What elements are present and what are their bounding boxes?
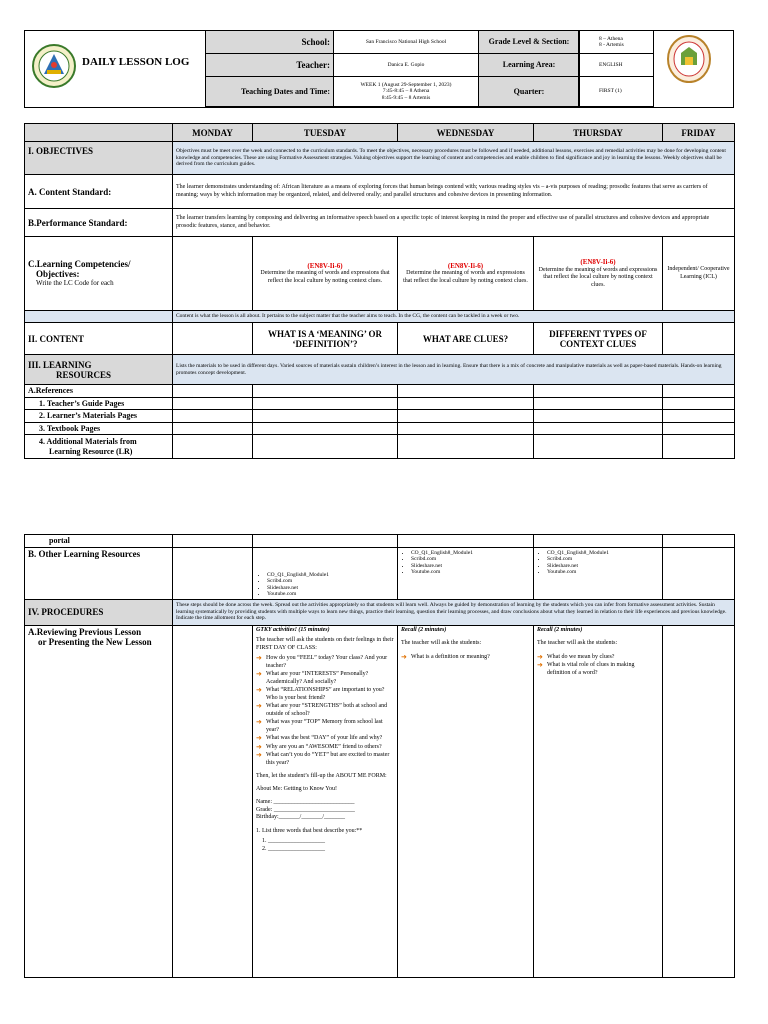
arrow-bullet-icon: ➜	[256, 718, 262, 726]
cell	[663, 410, 735, 423]
grade-value	[579, 31, 654, 54]
tg-pages-label: 1. Teacher’s Guide Pages	[25, 397, 173, 410]
dates-label: Teaching Dates and Time:	[206, 77, 334, 107]
question-list	[537, 654, 659, 678]
competencies-label: C.Learning Competencies/	[28, 259, 131, 270]
review-wednesday	[398, 625, 534, 977]
cell	[253, 410, 398, 423]
competencies-wednesday	[398, 237, 534, 311]
competencies-sub: Write the LC Code for each	[36, 279, 114, 288]
competencies-label-cell	[25, 237, 173, 311]
content-friday	[663, 323, 735, 355]
activity-intro: The teacher will ask the students:	[401, 640, 482, 646]
lm-pages-label: 2. Learner’s Materials Pages	[25, 410, 173, 423]
activity-intro: The teacher will ask the students on their feelings in their FIRST DAY OF CLASS:	[256, 637, 394, 651]
cell	[253, 397, 398, 410]
resource-item: • Youtube.com	[547, 569, 659, 576]
resource-item: • Slideshare.net	[547, 563, 659, 570]
teacher-value: Danica E. Gopio	[334, 54, 479, 77]
grade-line: 8 – Athena	[599, 35, 623, 42]
arrow-bullet-icon: ➜	[537, 661, 543, 669]
review-lesson-line-2: or Presenting the New Lesson	[38, 636, 152, 647]
content-standard-label: A. Content Standard:	[25, 175, 173, 209]
question-list	[401, 654, 530, 662]
school-label: School:	[206, 31, 334, 54]
question-text: What can’t you do “YET” but are excited to master this year?	[266, 752, 390, 766]
review-friday	[663, 625, 735, 977]
question-text: What was your “TOP” Memory from school last year?	[266, 719, 383, 733]
arrow-bullet-icon: ➜	[256, 734, 262, 742]
content-thursday: DIFFERENT TYPES OF CONTEXT CLUES	[534, 323, 663, 355]
arrow-bullet-icon: ➜	[537, 652, 543, 661]
arrow-bullet-icon: ➜	[401, 652, 407, 661]
school-seal-logo	[667, 35, 711, 83]
question-text: What “RELATIONSHIPS” are important to you? Who is your best friend?	[266, 687, 385, 701]
other-resources-tuesday	[253, 547, 398, 599]
question-text: What was the best “DAY” of your life and why?	[266, 735, 383, 741]
quarter-label: Quarter:	[479, 77, 580, 107]
day-thursday: THURSDAY	[534, 124, 663, 142]
other-resources-thursday	[534, 547, 663, 599]
competency-text: Determine the meaning of words and expressions that reflect the local culture by noting context clues.	[260, 270, 390, 284]
cell	[663, 397, 735, 410]
additional-materials-label	[25, 435, 173, 459]
day-monday: MONDAY	[173, 124, 253, 142]
cell	[173, 547, 253, 599]
review-thursday	[534, 625, 663, 977]
activity-heading: Recall (2 minutes)	[537, 626, 583, 633]
day-tuesday: TUESDAY	[253, 124, 398, 142]
question-item	[401, 654, 530, 662]
dates-value	[334, 77, 479, 107]
review-monday	[173, 625, 253, 977]
cell	[253, 535, 398, 548]
cell	[534, 435, 663, 459]
competencies-thursday	[534, 237, 663, 311]
portal-label: portal	[25, 535, 173, 548]
question-text: Why are you an “AWESOME” friend to others?	[266, 743, 382, 750]
content-wednesday: WHAT ARE CLUES?	[398, 323, 534, 355]
main-table-continued	[24, 534, 735, 978]
arrow-bullet-icon: ➜	[256, 654, 262, 662]
question-item	[256, 744, 394, 752]
resource-item: • CO_Q1_English8_Module1	[267, 572, 394, 579]
competencies-friday: Independent/ Cooperative Learning (ICL)	[663, 237, 735, 311]
cell	[534, 397, 663, 410]
procedures-desc: These steps should be done across the week. Spread out the activities appropriately so that students will learn well. Always be guided by demonstration of learning by the students which you can infer from formative assessment activities. Sustain learning systematically by providing students with multiple ways to learn new things, practice their learning, question their learning processes, and draw conclusions about what they learned in relation to their life experiences and previous knowledge. Indicate the time allotment for each step.	[173, 599, 735, 625]
document-title: DAILY LESSON LOG	[82, 56, 190, 68]
competency-code: (EN8V-Ii-6)	[307, 261, 343, 270]
competencies-monday	[173, 237, 253, 311]
resource-item: • Scribd.com	[267, 578, 394, 585]
cell	[173, 385, 253, 398]
cell	[663, 547, 735, 599]
activity-intro: The teacher will ask the students:	[537, 640, 618, 646]
content-desc-spacer	[25, 311, 173, 323]
header-table	[205, 30, 580, 107]
cell	[173, 397, 253, 410]
school-value: San Francisco National High School	[334, 31, 479, 54]
arrow-bullet-icon: ➜	[256, 686, 262, 694]
form-list-line: 2. ___________________	[262, 845, 325, 852]
resource-item: • CO_Q1_English8_Module1	[411, 550, 530, 557]
resources-label-2: RESOURCES	[56, 369, 112, 380]
objectives-desc: Objectives must be meet over the week and connected to the curriculum standards. To meet the objectives, necessary procedures must be followed and if needed, additional lessons, exercises and remedial activities may be done for developing content knowledge and competencies. These are using Formative Assessment strategies. Valuing objectives support the learning of content and competencies and enable children to find significance and joy in learning the lessons. Weekly objectives shall be derived from the curriculum guides.	[173, 142, 735, 175]
cell	[173, 422, 253, 435]
cell	[663, 385, 735, 398]
arrow-bullet-icon: ➜	[256, 742, 262, 751]
header-values-table	[578, 30, 654, 107]
question-item	[256, 703, 394, 718]
performance-standard-text: The learner transfers learning by composing and delivering an informative speech based on a specific topic of interest keeping in mind the proper and effective use of parallel structures and cohesive devices and appropriate prosodic features, stance, and behavior.	[173, 209, 735, 237]
cell	[534, 535, 663, 548]
procedures-label: IV. PROCEDURES	[25, 599, 173, 625]
cell	[398, 435, 534, 459]
other-resources-wednesday	[398, 547, 534, 599]
competency-text: Determine the meaning of words and expressions that reflect the local culture by noting context clues.	[403, 270, 528, 284]
content-standard-text: The learner demonstrates understanding of: African literature as a means of exploring forces that human beings contend with; various reading styles vis – a-vis purposes of reading; prosodic features that serve as carriers of meaning; ways by which information may be organized, related, and delivered orally; and parallel structures and cohesive devices in presenting information.	[173, 175, 735, 209]
quarter-value: FIRST (1)	[579, 77, 654, 107]
cell	[534, 410, 663, 423]
competency-text: Determine the meaning of words and expressions that reflect the local culture by noting context clues.	[538, 266, 658, 288]
question-list	[256, 655, 394, 767]
competencies-tuesday	[253, 237, 398, 311]
cell	[173, 535, 253, 548]
references-label: A.References	[25, 385, 173, 398]
resource-item: • Scribd.com	[547, 556, 659, 563]
question-item	[256, 752, 394, 767]
grade-label: Grade Level & Section:	[479, 31, 580, 54]
resource-list	[401, 550, 530, 576]
cell	[663, 435, 735, 459]
cell	[534, 385, 663, 398]
resource-item: • Slideshare.net	[411, 563, 530, 570]
dates-line: 8:45-9:45 – 8 Artemis	[381, 94, 431, 101]
resources-label: III. LEARNING	[28, 359, 92, 370]
day-wednesday: WEDNESDAY	[398, 124, 534, 142]
cell	[173, 410, 253, 423]
resource-list	[257, 572, 394, 598]
performance-standard-label: B.Performance Standard:	[25, 209, 173, 237]
question-item	[256, 671, 394, 686]
competency-code: (EN8V-Ii-6)	[447, 261, 484, 270]
dates-line: WEEK 1 (August 29-September 1, 2023)	[360, 81, 452, 88]
resources-desc: Lists the materials to be used in different days. Varied sources of materials sustain children’s interest in the lesson and in learning. Ensure that there is a mix of concrete and manipulative materials as well as paper-based materials. Hands-on learning promotes concept development.	[173, 355, 735, 385]
cell	[398, 422, 534, 435]
review-lesson-line: A.Reviewing Previous Lesson	[28, 626, 142, 637]
grade-line: 8 - Artemis	[599, 42, 624, 48]
content-desc: Content is what the lesson is all about. It pertains to the subject matter that the teacher aims to teach. In the CG, the content can be tackled in a week or two.	[173, 311, 735, 323]
question-item	[537, 654, 659, 662]
resource-item: • Youtube.com	[411, 569, 530, 576]
main-table	[24, 123, 735, 459]
form-birthday-line: Birthday:_______/_______/_______	[256, 814, 345, 820]
question-item	[256, 735, 394, 743]
question-text: What is vital role of clues in making definition of a word?	[547, 662, 635, 676]
resource-item: • CO_Q1_English8_Module1	[547, 550, 659, 557]
question-text: What are your “STRENGTHS” both at school and outside of school?	[266, 703, 388, 717]
area-label: Learning Area:	[479, 54, 580, 77]
content-tuesday: WHAT IS A ‘MEANING’ OR ‘DEFINITION’?	[253, 323, 398, 355]
question-item	[256, 655, 394, 670]
resource-item: • Scribd.com	[411, 556, 530, 563]
cell	[253, 435, 398, 459]
form-name-line: Name: ___________________________	[256, 799, 355, 805]
form-instruction: Then, let the student’s fill-up the ABOUT ME FORM:	[256, 773, 387, 779]
cell	[398, 535, 534, 548]
arrow-bullet-icon: ➜	[256, 670, 262, 678]
objectives-label: I. OBJECTIVES	[25, 142, 173, 175]
question-text: What are your “INTERESTS” Personally? Academically? And socially?	[266, 671, 369, 685]
corner-cell	[25, 124, 173, 142]
day-friday: FRIDAY	[663, 124, 735, 142]
resource-list	[537, 550, 659, 576]
question-text: What is a definition or meaning?	[411, 653, 490, 660]
resource-item: • Slideshare.net	[267, 585, 394, 592]
form-title: About Me: Getting to Know You!	[256, 785, 338, 792]
resource-item: • Youtube.com	[267, 591, 394, 598]
deped-division-seal-logo	[32, 44, 76, 88]
cell	[173, 435, 253, 459]
question-item	[256, 719, 394, 734]
cell	[534, 422, 663, 435]
form-list-prompt: 1. List three words that best describe you:**	[256, 827, 363, 834]
content-monday	[173, 323, 253, 355]
question-text: How do you “FEEL” today? Your class? And your teacher?	[266, 655, 388, 669]
question-text: What do we mean by clues?	[547, 653, 615, 660]
review-lesson-label	[25, 625, 173, 977]
content-label: II. CONTENT	[25, 323, 173, 355]
cell	[398, 397, 534, 410]
question-item	[537, 662, 659, 677]
form-grade-line: Grade: ___________________________	[256, 806, 355, 813]
resources-label-cell	[25, 355, 173, 385]
arrow-bullet-icon: ➜	[256, 751, 262, 759]
other-resources-label: B. Other Learning Resources	[25, 547, 173, 599]
dates-line: 7:45-8:45 – 8 Athena	[382, 88, 430, 95]
cell	[253, 422, 398, 435]
cell	[253, 385, 398, 398]
cell	[398, 410, 534, 423]
cell	[663, 422, 735, 435]
teacher-label: Teacher:	[206, 54, 334, 77]
additional-materials-line: 4. Additional Materials from	[39, 437, 137, 446]
cell	[398, 385, 534, 398]
arrow-bullet-icon: ➜	[256, 702, 262, 710]
cell	[663, 535, 735, 548]
activity-heading: GTKY activities! (15 minutes)	[256, 626, 330, 633]
competency-code: (EN8V-Ii-6)	[580, 258, 616, 266]
activity-heading: Recall (2 minutes)	[401, 626, 447, 633]
textbook-pages-label: 3. Textbook Pages	[25, 422, 173, 435]
form-list-line: 1. ___________________	[262, 838, 325, 844]
additional-materials-line-2: Learning Resource (LR)	[49, 446, 133, 456]
review-tuesday	[253, 625, 398, 977]
question-item	[256, 687, 394, 702]
area-value: ENGLISH	[579, 54, 654, 77]
competencies-label-2: Objectives:	[36, 269, 80, 280]
